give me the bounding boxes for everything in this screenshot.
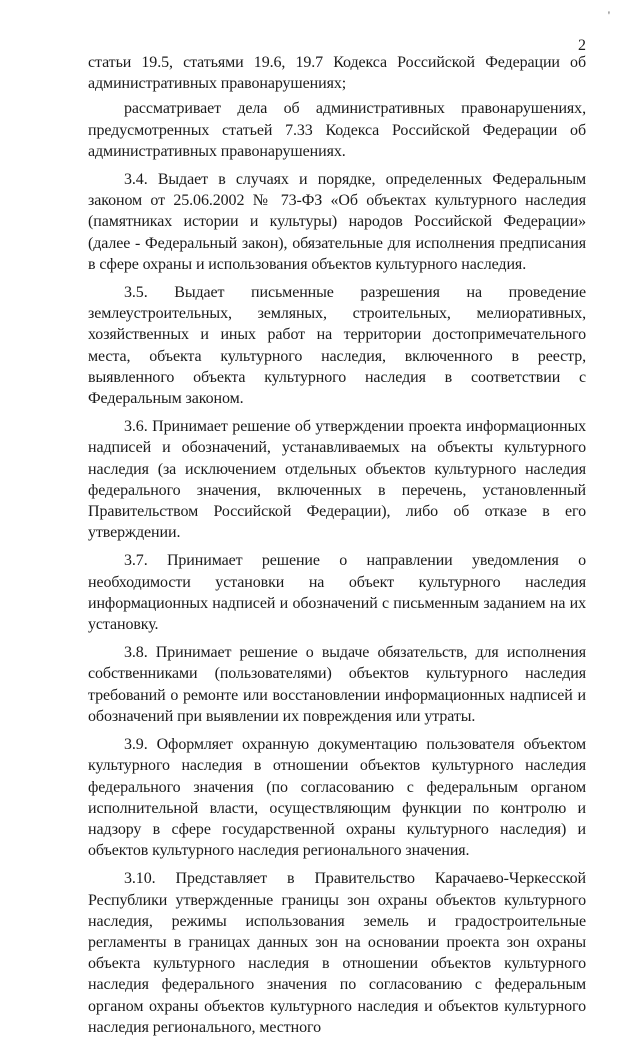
paragraph-item-3-8: 3.8. Принимает решение о выдаче обязательств, для исполнения собственниками (пользователями) объектов культурного наследия требований о ремонте или восстановлении информационных надписей и обозначений при выявлении их повреждения или утраты. (88, 644, 586, 725)
paragraph-consider-cases: рассматривает дела об административных правонарушениях, предусмотренных статьей 7.33 Кодекса Российской Федерации об административных правонарушениях. (88, 100, 586, 160)
paragraph-item-3-10: 3.10. Представляет в Правительство Карачаево-Черкесской Республики утвержденные границы зон охраны объектов культурного наследия, режимы использования земель и градостроительные регламенты в границах данных зон на основании проекта зон охраны объекта культурного наследия в отношении объектов культурного наследия федерального значения по согласованию с федеральным органом охраны объектов культурного наследия и объектов культурного наследия регионального, местного (88, 870, 586, 1036)
paragraph-item-3-9: 3.9. Оформляет охранную документацию пользователя объектом культурного наследия в отношении объектов культурного наследия федерального значения (по согласованию с федеральным органом исполнительной власти, осуществляющим функции по контролю и надзору в сфере государственной охраны культурного наследия) и объектов культурного наследия регионального значения. (88, 736, 586, 860)
paragraph-item-3-6: 3.6. Принимает решение об утверждении проекта информационных надписей и обозначений, устанавливаемых на объекты культурного наследия (за исключением отдельных объектов культурного наследия федерального значения, включенных в перечень, установленный Правительством Российской Федерации), либо об отказе в его утверждении. (88, 418, 586, 542)
paragraph-item-3-5: 3.5. Выдает письменные разрешения на проведение землеустроительных, земляных, строительных, мелиоративных, хозяйственных и иных работ на территории достопримечательного места, объекта культурного наследия, включенного в реестр, выявленного объекта культурного наследия в соответствии с Федеральным законом. (88, 284, 586, 408)
paragraph-item-3-7: 3.7. Принимает решение о направлении уведомления о необходимости установки на объект культурного наследия информационных надписей и обозначений с письменным заданием на их установку. (88, 552, 586, 634)
document-body (88, 52, 586, 1045)
paragraph-item-3-4: 3.4. Выдает в случаях и порядке, определенных Федеральным законом от 25.06.2002 № 73-ФЗ «Об объектах культурного наследия (памятниках истории и культуры) народов Российской Федерации» (далее - Федеральный закон), обязательные для исполнения предписания в сфере охраны и использования объектов культурного наследия. (88, 171, 586, 273)
page-number: 2 (578, 37, 586, 54)
paragraph-continuation: статьи 19.5, статьями 19.6, 19.7 Кодекса Российской Федерации об административных правонарушениях; (88, 54, 586, 93)
corner-mark: ' (607, 8, 610, 22)
